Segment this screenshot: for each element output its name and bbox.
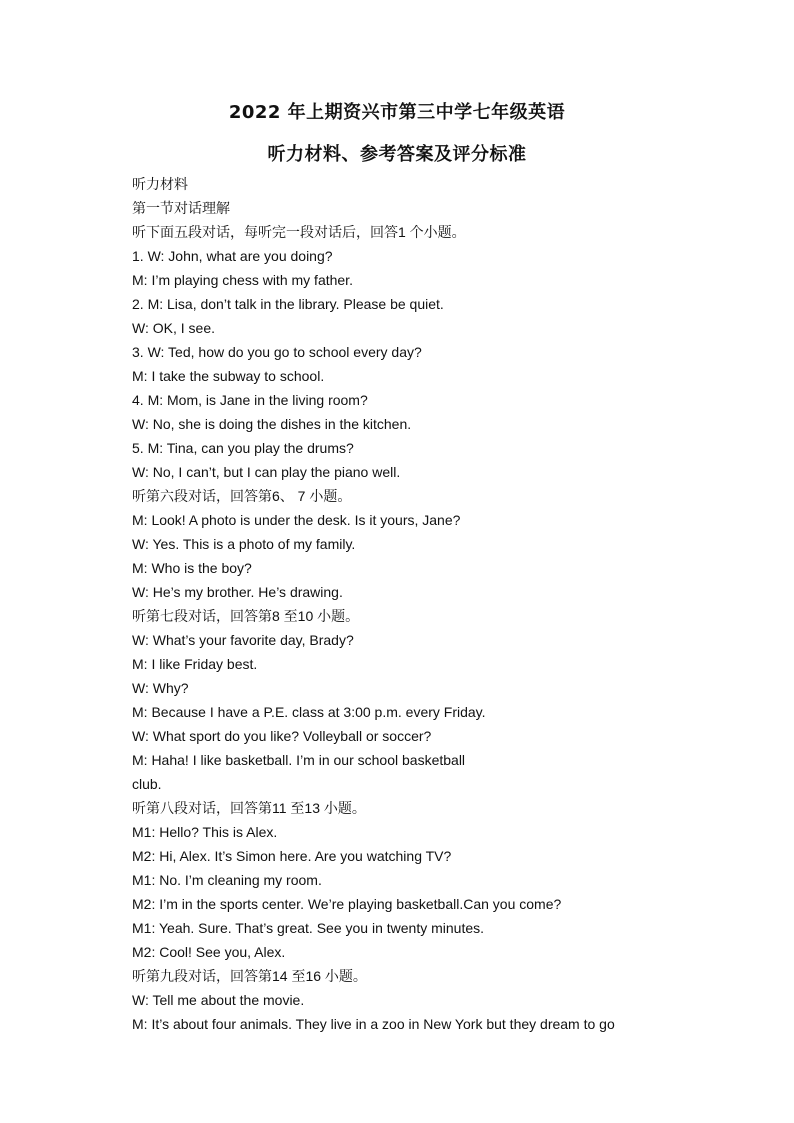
dialogue-line: W: What’s your favorite day, Brady? [132, 632, 354, 648]
instruction-line: 听第九段对话，回答第14 至16 小题。 [132, 968, 367, 984]
dialogue-line: M: Because I have a P.E. class at 3:00 p.m. every Friday. [132, 704, 486, 720]
dialogue-line: M: Look! A photo is under the desk. Is it yours, Jane? [132, 512, 461, 528]
instruction-line: 听下面五段对话，每听完一段对话后，回答1 个小题。 [132, 224, 466, 240]
dialogue-line: 2. M: Lisa, don’t talk in the library. Please be quiet. [132, 296, 444, 312]
dialogue-line: M2: I’m in the sports center. We’re playing basketball.Can you come? [132, 896, 562, 912]
dialogue-line: M1: No. I’m cleaning my room. [132, 872, 322, 888]
section-heading: 听力材料 [132, 176, 188, 192]
listening-material-body [132, 172, 712, 1036]
dialogue-line: M: I take the subway to school. [132, 368, 325, 384]
dialogue-line: M: Who is the boy? [132, 560, 252, 576]
dialogue-line: M: I’m playing chess with my father. [132, 272, 353, 288]
dialogue-line: M2: Hi, Alex. It’s Simon here. Are you watching TV? [132, 848, 452, 864]
dialogue-line: M2: Cool! See you, Alex. [132, 944, 286, 960]
dialogue-line: W: He’s my brother. He’s drawing. [132, 584, 343, 600]
dialogue-line: W: What sport do you like? Volleyball or soccer? [132, 728, 432, 744]
dialogue-line: W: Yes. This is a photo of my family. [132, 536, 356, 552]
dialogue-line: W: Tell me about the movie. [132, 992, 305, 1008]
instruction-line: 听第六段对话，回答第6、 7 小题。 [132, 488, 352, 504]
dialogue-line: M: It’s about four animals. They live in a zoo in New York but they dream to go [132, 1016, 615, 1032]
instruction-line: 听第八段对话，回答第11 至13 小题。 [132, 800, 366, 816]
dialogue-line: W: OK, I see. [132, 320, 215, 336]
dialogue-line: 3. W: Ted, how do you go to school every day? [132, 344, 422, 360]
dialogue-line: 1. W: John, what are you doing? [132, 248, 333, 264]
document-title: 2022 年上期资兴市第三中学七年级英语 [228, 102, 566, 123]
subsection-heading: 第一节对话理解 [132, 200, 230, 216]
dialogue-line: W: Why? [132, 680, 189, 696]
dialogue-line: 5. M: Tina, can you play the drums? [132, 440, 354, 456]
dialogue-line: W: No, she is doing the dishes in the kitchen. [132, 416, 412, 432]
dialogue-line: 4. M: Mom, is Jane in the living room? [132, 392, 368, 408]
dialogue-line: M1: Hello? This is Alex. [132, 824, 278, 840]
dialogue-line: club. [132, 776, 162, 792]
dialogue-line: M1: Yeah. Sure. That’s great. See you in twenty minutes. [132, 920, 485, 936]
dialogue-line: M: Haha! I like basketball. I’m in our school basketball [132, 752, 466, 768]
instruction-line: 听第七段对话，回答第8 至10 小题。 [132, 608, 360, 624]
dialogue-line: M: I like Friday best. [132, 656, 258, 672]
dialogue-line: W: No, I can’t, but I can play the piano well. [132, 464, 401, 480]
document-subtitle: 听力材料、参考答案及评分标准 [267, 144, 527, 165]
